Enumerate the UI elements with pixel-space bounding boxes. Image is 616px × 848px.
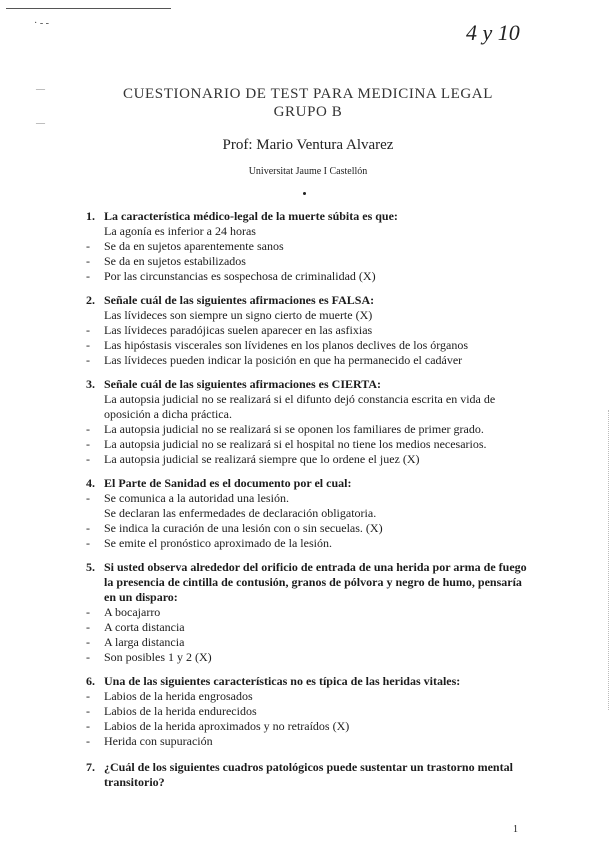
professor-name: Prof: Mario Ventura Alvarez	[222, 137, 394, 153]
question-number: 4.	[86, 476, 95, 490]
option-list	[86, 689, 460, 749]
scan-edge-noise	[608, 410, 612, 710]
question-4	[86, 476, 383, 551]
university-name: Universitat Jaume I Castellón	[248, 166, 368, 177]
question-1	[86, 209, 398, 284]
option: - La autopsia judicial no se realizará si se oponen los familiares de primer grado.	[86, 422, 484, 436]
option: - Labios de la herida engrosados	[86, 689, 253, 703]
margin-mark: —	[36, 118, 45, 128]
page-number: 1	[513, 824, 518, 835]
question-text: Señale cuál de las siguientes afirmaciones es FALSA:	[104, 293, 375, 307]
scan-mark: · - -	[34, 18, 49, 29]
question-text: Señale cuál de las siguientes afirmaciones es CIERTA:	[104, 377, 382, 391]
option: - A larga distancia	[86, 635, 185, 649]
option: - Herida con supuración	[86, 734, 213, 748]
option: - Se da en sujetos estabilizados	[86, 254, 246, 268]
document-subtitle: GRUPO B	[273, 104, 343, 120]
question-number: 6.	[86, 674, 95, 688]
question-number: 7.	[86, 760, 95, 774]
option-list	[86, 308, 468, 368]
option: - Las lívideces pueden indicar la posición en que ha permanecido el cadáver	[86, 353, 463, 367]
question-3	[86, 377, 495, 467]
option: - La autopsia judicial no se realizará si el hospital no tiene los medios necesarios.	[86, 437, 487, 451]
option-list	[86, 491, 383, 551]
option: - Por las circunstancias es sospechosa de criminalidad (X)	[86, 269, 376, 283]
option: - Se emite el pronóstico aproximado de la lesión.	[86, 536, 332, 550]
question-text: ¿Cuál de los siguientes cuadros patológicos puede sustentar un trastorno mental transitorio?	[104, 760, 513, 789]
option: Se declaran las enfermedades de declaración obligatoria.	[104, 506, 377, 520]
question-text: La característica médico-legal de la muerte súbita es que:	[104, 209, 398, 223]
decorative-dot	[303, 192, 306, 195]
option: - Las hipóstasis viscerales son lívidenes en los planos declives de los órganos	[86, 338, 469, 352]
option-list	[86, 392, 495, 467]
scan-top-line	[6, 8, 171, 9]
margin-mark: —	[36, 84, 45, 94]
question-text: Si usted observa alrededor del orificio de entrada de una herida por arma de fuego la presencia de cintilla de contusión, granos de pólvora y negro de humo, pensaría en un disparo:	[104, 560, 527, 604]
option: - A bocajarro	[86, 605, 161, 619]
option-list	[86, 224, 398, 284]
document-title: CUESTIONARIO DE TEST PARA MEDICINA LEGAL	[123, 86, 493, 102]
question-number: 5.	[86, 560, 95, 574]
option: Las lívideces son siempre un signo cierto de muerte (X)	[104, 308, 373, 322]
question-text: Una de las siguientes características no es típica de las heridas vitales:	[104, 674, 461, 688]
option: La autopsia judicial no se realizará si el difunto dejó constancia escrita en vida de	[104, 392, 496, 406]
handwritten-note: 4 y 10	[466, 20, 520, 45]
option: oposición a dicha práctica.	[104, 407, 232, 421]
option-list	[86, 605, 534, 665]
option: - Labios de la herida aproximados y no retraídos (X)	[86, 719, 350, 733]
question-5	[86, 560, 534, 665]
question-text: El Parte de Sanidad es el documento por el cual:	[104, 476, 352, 490]
question-2	[86, 293, 468, 368]
option: - Se comunica a la autoridad una lesión.	[86, 491, 289, 505]
option: - La autopsia judicial se realizará siempre que lo ordene el juez (X)	[86, 452, 420, 466]
option: - Labios de la herida endurecidos	[86, 704, 257, 718]
option: - Las lívideces paradójicas suelen aparecer en las asfixias	[86, 323, 373, 337]
question-7	[86, 760, 534, 790]
option: La agonía es inferior a 24 horas	[104, 224, 256, 238]
question-number: 3.	[86, 377, 95, 391]
question-number: 2.	[86, 293, 95, 307]
question-number: 1.	[86, 209, 95, 223]
option: - Se indica la curación de una lesión con o sin secuelas. (X)	[86, 521, 383, 535]
question-6	[86, 674, 460, 749]
option: - Son posibles 1 y 2 (X)	[86, 650, 212, 664]
option: - A corta distancia	[86, 620, 185, 634]
option: - Se da en sujetos aparentemente sanos	[86, 239, 284, 253]
